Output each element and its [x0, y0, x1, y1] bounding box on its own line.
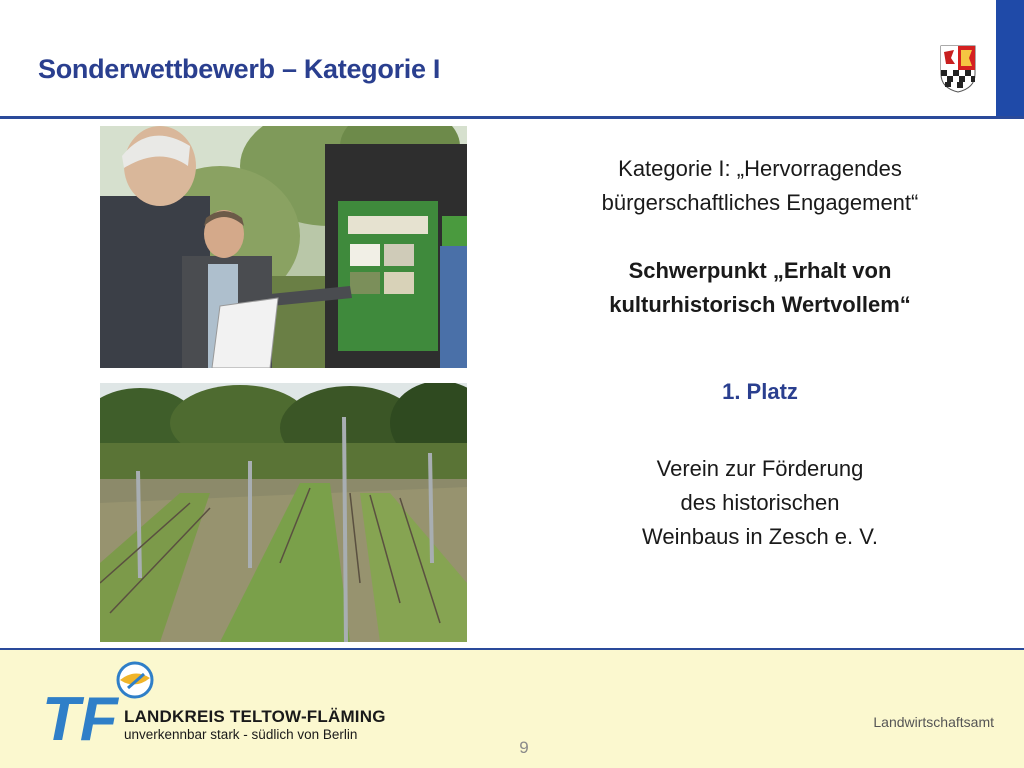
header-divider [0, 116, 1024, 119]
svg-text:TF: TF [42, 685, 118, 750]
page-number: 9 [519, 738, 529, 757]
category-line-2: bürgerschaftliches Engagement“ [601, 190, 919, 215]
category-line-1: Kategorie I: „Hervorragendes [618, 156, 902, 181]
department-label: Landwirtschaftsamt [873, 714, 994, 730]
accent-bar [996, 0, 1024, 118]
winner-line-1: Verein zur Förderung [656, 456, 864, 481]
focus-line-1: Schwerpunkt „Erhalt von [628, 258, 892, 283]
focus-line-2: kulturhistorisch Wertvollem“ [609, 292, 911, 317]
winner-line-3: Weinbaus in Zesch e. V. [641, 524, 879, 549]
district-name: LANDKREIS TELTOW-FLÄMING [124, 707, 386, 726]
winner-line-2: des historischen [680, 490, 840, 515]
district-slogan: unverkennbar stark - südlich von Berlin [124, 727, 358, 742]
category-heading [560, 152, 960, 220]
place-label: 1. Platz [722, 379, 798, 404]
photo-vineyard [100, 383, 467, 642]
coat-of-arms-icon [939, 44, 977, 94]
focus-heading [560, 254, 960, 322]
photo-info-board [100, 126, 467, 368]
header [0, 0, 1024, 118]
winner-name [560, 452, 960, 554]
slide-title: Sonderwettbewerb – Kategorie I [38, 54, 441, 84]
